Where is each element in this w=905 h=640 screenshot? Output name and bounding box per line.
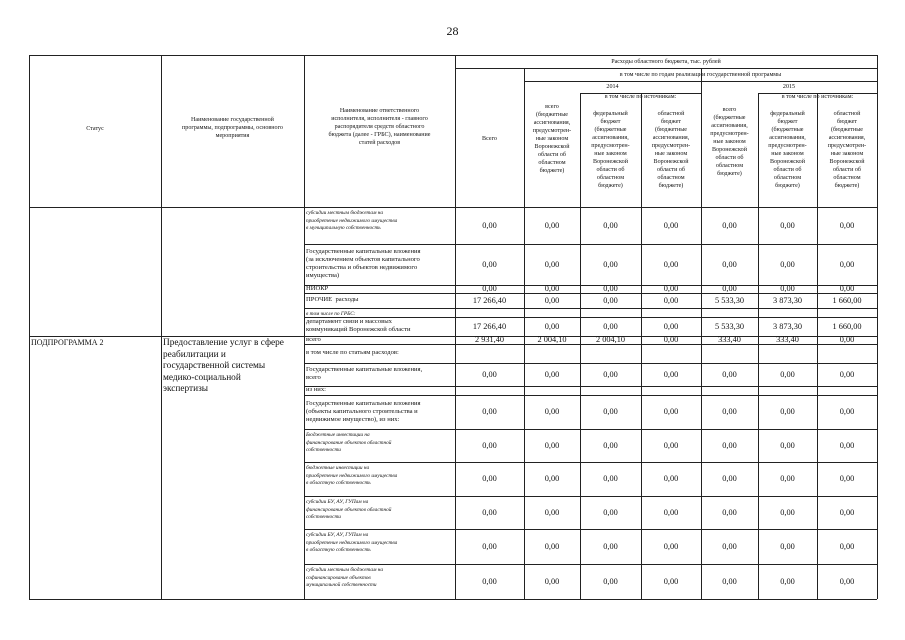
row-label: муниципальной собственности bbox=[306, 582, 377, 588]
row-label: субсидии местным бюджетам на bbox=[306, 567, 384, 573]
header-executor: бюджета (далее - ГРБС), наименование bbox=[328, 132, 431, 138]
row-label: НИОКР bbox=[306, 284, 329, 292]
header-col-obl: областном bbox=[657, 175, 685, 181]
row-divider bbox=[304, 386, 877, 387]
header-col-all: всего bbox=[722, 107, 737, 113]
header-col-all: (бюджетные bbox=[713, 115, 746, 121]
header-col-fed: федеральный bbox=[770, 111, 805, 117]
header-col-fed: бюджет bbox=[600, 119, 621, 125]
header-col-obl: предусмотрен- bbox=[827, 143, 867, 149]
table-cell-value: 0,00 bbox=[482, 507, 497, 517]
row-divider bbox=[304, 308, 877, 309]
table-cell-value: 0,00 bbox=[780, 474, 795, 483]
subprogram-name: реабилитации и bbox=[163, 349, 226, 360]
table-cell-value: 0,00 bbox=[544, 369, 560, 379]
header-program: Наименование государственной bbox=[191, 117, 274, 123]
table-cell-value: 0,00 bbox=[603, 295, 618, 305]
header-total: Всего bbox=[482, 136, 497, 142]
table-cell-value: 0,00 bbox=[839, 576, 855, 586]
table-cell-value: 0,00 bbox=[544, 576, 560, 586]
table-cell-value: 0,00 bbox=[482, 220, 497, 230]
header-col-all: (бюджетные bbox=[535, 112, 569, 118]
row-label: собственности bbox=[306, 514, 341, 520]
header-col-all: области об bbox=[715, 155, 744, 161]
row-label: Государственные капитальные вложения bbox=[306, 248, 421, 255]
table-cell-value: 0,00 bbox=[544, 284, 560, 293]
header-col-obl: предусмотрен- bbox=[651, 143, 691, 149]
header-col-obl: Воронежской bbox=[653, 159, 689, 165]
table-cell-value: 0,00 bbox=[663, 259, 679, 269]
row-divider bbox=[304, 363, 877, 364]
table-cell-value: 0,00 bbox=[544, 295, 560, 305]
table-cell-value: 0,00 bbox=[780, 407, 795, 416]
table-cell-value: 0,00 bbox=[839, 220, 855, 230]
row-divider bbox=[524, 81, 877, 82]
header-col-obl: областном bbox=[833, 175, 861, 181]
table-cell-value: 17 266,40 bbox=[472, 321, 507, 331]
table-cell-value: 333,40 bbox=[776, 335, 799, 344]
header-col-fed: бюджет bbox=[777, 119, 798, 125]
header-col-fed: Воронежской bbox=[593, 159, 628, 165]
header-col-all: предусмотрен- bbox=[532, 128, 572, 134]
table-cell-value: 0,00 bbox=[482, 474, 497, 483]
header-year-2015: 2015 bbox=[782, 84, 796, 90]
header-col-fed: (бюджетные bbox=[594, 127, 627, 133]
header-executor: Наименование ответственного bbox=[339, 108, 420, 114]
table-cell-value: 0,00 bbox=[780, 576, 795, 586]
table-cell-value: 0,00 bbox=[839, 541, 855, 551]
header-col-all: областном bbox=[715, 163, 744, 169]
table-cell-value: 3 873,30 bbox=[772, 295, 803, 305]
table-cell-value: 0,00 bbox=[603, 259, 618, 269]
table-cell-value: 0,00 bbox=[603, 407, 618, 416]
table-cell-value: 0,00 bbox=[603, 220, 618, 230]
table-cell-value: 0,00 bbox=[544, 259, 560, 269]
table-cell-value: 0,00 bbox=[722, 474, 737, 483]
row-label: субсидии местным бюджетам на bbox=[306, 210, 384, 216]
table-border-left bbox=[29, 55, 30, 599]
row-label: приобретение недвижимого имущества bbox=[306, 539, 398, 546]
table-cell-value: 0,00 bbox=[544, 321, 560, 331]
header-col-fed: бюджете) bbox=[775, 183, 800, 189]
header-col-obl: ассигнования, bbox=[828, 135, 866, 141]
row-label: субсидии БУ, АУ, ГУПам на bbox=[306, 499, 369, 505]
table-cell-value: 0,00 bbox=[780, 541, 795, 551]
table-cell-value: 2 004,10 bbox=[595, 335, 626, 344]
header-col-all: ные законом bbox=[535, 136, 569, 142]
table-cell-value: 17 266,40 bbox=[472, 295, 507, 305]
table-cell-value: 0,00 bbox=[544, 474, 560, 483]
row-label: финансирование объектов областной bbox=[306, 506, 392, 513]
row-label: в том числе по статьям расходов: bbox=[306, 349, 399, 356]
row-label: бюджетные инвестиции на bbox=[306, 465, 370, 471]
budget-table bbox=[29, 55, 877, 599]
header-col-obl: Воронежской bbox=[829, 159, 865, 165]
header-col-obl: области об bbox=[656, 167, 686, 173]
table-cell-value: 0,00 bbox=[663, 335, 679, 344]
table-cell-value: 0,00 bbox=[780, 507, 795, 517]
table-cell-value: 0,00 bbox=[603, 369, 618, 379]
header-col-obl: ные законом bbox=[654, 151, 688, 157]
header-col-all: всего bbox=[545, 104, 559, 110]
row-label: недвижимое имущество), из них: bbox=[306, 415, 400, 423]
header-year-2014: 2014 bbox=[606, 84, 619, 90]
table-cell-value: 2 004,10 bbox=[537, 335, 567, 344]
header-col-obl: области об bbox=[832, 167, 862, 173]
row-divider bbox=[304, 244, 877, 245]
table-cell-value: 0,00 bbox=[722, 259, 737, 269]
header-col-obl: бюджете) bbox=[834, 183, 860, 189]
row-label: приобретение недвижимого имущества bbox=[306, 472, 398, 479]
header-col-all: ные законом bbox=[713, 139, 746, 145]
table-cell-value: 0,00 bbox=[780, 369, 795, 379]
table-cell-value: 0,00 bbox=[839, 259, 855, 269]
table-cell-value: 0,00 bbox=[482, 541, 497, 551]
header-col-fed: ассигнования, bbox=[592, 135, 629, 141]
table-cell-value: 1 660,00 bbox=[832, 321, 862, 331]
table-cell-value: 0,00 bbox=[603, 576, 618, 586]
table-cell-value: 0,00 bbox=[663, 321, 679, 331]
row-label: (за исключением объектов капитального bbox=[306, 256, 420, 263]
header-col-all: области об bbox=[537, 152, 567, 158]
row-label: Государственные капитальные вложения, bbox=[306, 366, 423, 373]
header-col-obl: бюджет bbox=[661, 119, 681, 125]
table-cell-value: 5 533,30 bbox=[714, 321, 745, 331]
row-label: в муниципальную собственность bbox=[306, 225, 381, 231]
table-cell-value: 0,00 bbox=[603, 321, 618, 331]
subprogram-name: Предоставление услуг в сфере bbox=[163, 338, 284, 348]
header-by-years: в том числе по годам реализации государственной программы bbox=[619, 72, 782, 78]
table-cell-value: 0,00 bbox=[603, 284, 618, 293]
row-label: (объекты капитального строительства и bbox=[306, 407, 418, 415]
page-number: 28 bbox=[446, 24, 459, 38]
header-col-fed: области об bbox=[773, 167, 802, 173]
table-cell-value: 0,00 bbox=[663, 369, 679, 379]
table-cell-value: 0,00 bbox=[839, 407, 855, 416]
header-col-all: ассигнования, bbox=[711, 123, 748, 129]
table-cell-value: 0,00 bbox=[482, 440, 497, 450]
table-cell-value: 0,00 bbox=[663, 220, 679, 230]
row-label: строительства и объектов недвижимого bbox=[306, 264, 418, 271]
table-cell-value: 0,00 bbox=[839, 335, 855, 344]
table-cell-value: 0,00 bbox=[544, 407, 560, 416]
header-col-obl: бюджет bbox=[837, 119, 857, 125]
header-col-all: бюджете) bbox=[539, 168, 565, 174]
header-col-all: бюджете) bbox=[717, 171, 742, 177]
table-cell-value: 0,00 bbox=[722, 220, 737, 230]
row-divider bbox=[29, 599, 877, 600]
header-col-fed: областном bbox=[596, 175, 625, 181]
table-cell-value: 0,00 bbox=[544, 541, 560, 551]
table-cell-value: 0,00 bbox=[544, 440, 560, 450]
row-label: коммуникаций Воронежской области bbox=[306, 326, 411, 333]
row-divider bbox=[304, 496, 877, 497]
header-col-obl: ные законом bbox=[830, 151, 864, 157]
row-divider bbox=[304, 429, 877, 430]
table-cell-value: 0,00 bbox=[663, 541, 679, 551]
header-program: мероприятия bbox=[215, 133, 250, 139]
table-cell-value: 0,00 bbox=[780, 440, 795, 450]
table-cell-value: 0,00 bbox=[839, 474, 855, 483]
header-col-fed: области об bbox=[596, 167, 625, 173]
header-col-fed: областном bbox=[773, 175, 802, 181]
table-border-right bbox=[877, 55, 878, 599]
header-col-obl: бюджете) bbox=[658, 183, 684, 189]
table-cell-value: 0,00 bbox=[482, 259, 497, 269]
row-divider bbox=[304, 529, 877, 530]
table-cell-value: 0,00 bbox=[780, 259, 795, 269]
row-label: Бюджетные инвестиции на bbox=[306, 432, 370, 438]
header-col-fed: предусмотрен- bbox=[768, 143, 807, 149]
row-label: приобретение недвижимого имущества bbox=[306, 217, 398, 224]
table-cell-value: 0,00 bbox=[663, 507, 679, 517]
header-expenses: Расходы областного бюджета, тыс. рублей bbox=[611, 59, 721, 65]
row-label: софинансирование объектов bbox=[306, 574, 371, 581]
table-cell-value: 1 660,00 bbox=[832, 295, 862, 305]
subprogram-name: государственной системы bbox=[163, 361, 266, 371]
header-col-fed: федеральный bbox=[593, 111, 628, 117]
header-col-fed: предусмотрен- bbox=[591, 143, 630, 149]
row-label: в областную собственность bbox=[306, 547, 371, 553]
table-cell-value: 0,00 bbox=[839, 369, 855, 379]
header-col-obl: (бюджетные bbox=[654, 127, 688, 133]
table-cell-value: 3 873,30 bbox=[772, 321, 803, 331]
row-label: финансирование объектов областной bbox=[306, 439, 392, 446]
table-cell-value: 0,00 bbox=[722, 576, 737, 586]
row-divider bbox=[455, 68, 877, 69]
header-col-all: Воронежской bbox=[534, 144, 570, 150]
header-col-fed: (бюджетные bbox=[771, 127, 804, 133]
header-col-all: Воронежской bbox=[712, 147, 747, 153]
header-col-fed: бюджете) bbox=[598, 183, 623, 189]
table-cell-value: 0,00 bbox=[722, 407, 737, 416]
table-cell-value: 0,00 bbox=[780, 220, 795, 230]
table-cell-value: 0,00 bbox=[663, 576, 679, 586]
table-cell-value: 0,00 bbox=[482, 369, 497, 379]
row-divider bbox=[304, 462, 877, 463]
table-cell-value: 0,00 bbox=[722, 369, 737, 379]
header-executor: распорядителя средств областного bbox=[334, 124, 425, 130]
header-status: Статус bbox=[86, 126, 104, 132]
table-border-top bbox=[29, 55, 877, 56]
table-cell-value: 0,00 bbox=[544, 507, 560, 517]
row-label: ПРОЧИЕ расходы bbox=[306, 296, 359, 303]
table-cell-value: 0,00 bbox=[544, 220, 560, 230]
row-label: всего bbox=[306, 335, 321, 343]
subprogram-status: ПОДПРОГРАММА 2 bbox=[31, 338, 104, 347]
header-by-sources: в том числе по источникам: bbox=[781, 94, 854, 100]
header-col-fed: Воронежской bbox=[770, 159, 805, 165]
header-bottom bbox=[29, 207, 877, 208]
row-label: из них: bbox=[306, 386, 326, 393]
table-cell-value: 0,00 bbox=[663, 407, 679, 416]
table-cell-value: 0,00 bbox=[839, 284, 855, 293]
table-cell-value: 0,00 bbox=[603, 541, 618, 551]
row-label: имущества) bbox=[306, 272, 340, 279]
row-label: в областную собственность bbox=[306, 480, 371, 486]
header-col-fed: ные законом bbox=[771, 151, 804, 157]
header-col-fed: ассигнования, bbox=[769, 135, 806, 141]
row-label: субсидии БУ, АУ, ГУПам на bbox=[306, 532, 369, 538]
subprogram-name: медико-социальной bbox=[163, 372, 241, 383]
table-cell-value: 0,00 bbox=[663, 440, 679, 450]
header-executor: статей расходов bbox=[358, 140, 401, 146]
header-col-obl: областной bbox=[657, 111, 685, 117]
row-label: собственности bbox=[306, 447, 341, 453]
header-col-fed: ные законом bbox=[594, 151, 627, 157]
header-col-all: областном bbox=[538, 160, 566, 166]
header-by-sources: в том числе по источникам: bbox=[604, 94, 677, 100]
table-cell-value: 0,00 bbox=[722, 284, 737, 293]
table-cell-value: 5 533,30 bbox=[714, 295, 745, 305]
table-cell-value: 0,00 bbox=[482, 576, 497, 586]
table-cell-value: 0,00 bbox=[663, 295, 679, 305]
table-cell-value: 0,00 bbox=[663, 284, 679, 293]
header-executor: исполнителя, исполнителя - главного bbox=[331, 116, 428, 122]
table-cell-value: 0,00 bbox=[482, 284, 497, 293]
table-cell-value: 0,00 bbox=[603, 440, 618, 450]
table-cell-value: 0,00 bbox=[482, 407, 497, 416]
row-label: в том числе по ГРБС: bbox=[306, 311, 356, 317]
table-cell-value: 0,00 bbox=[603, 474, 618, 483]
table-cell-value: 0,00 bbox=[722, 507, 737, 517]
table-cell-value: 0,00 bbox=[839, 440, 855, 450]
table-cell-value: 0,00 bbox=[722, 541, 737, 551]
row-label: Государственные капитальные вложения bbox=[306, 399, 421, 407]
row-divider bbox=[304, 395, 877, 396]
subprogram-name: экспертизы bbox=[163, 384, 208, 394]
row-label: департамент связи и массовых bbox=[306, 318, 392, 325]
table-cell-value: 0,00 bbox=[603, 507, 618, 517]
table-cell-value: 0,00 bbox=[722, 440, 737, 450]
table-cell-value: 2 931,40 bbox=[474, 335, 505, 344]
header-col-obl: областной bbox=[833, 111, 861, 117]
table-cell-value: 0,00 bbox=[663, 474, 679, 483]
header-col-all: ассигнования, bbox=[533, 120, 571, 126]
table-cell-value: 0,00 bbox=[839, 507, 855, 517]
row-label: всего bbox=[306, 374, 321, 381]
row-divider bbox=[304, 564, 877, 565]
table-cell-value: 0,00 bbox=[780, 284, 795, 293]
header-col-obl: (бюджетные bbox=[830, 127, 864, 133]
header-col-all: предусмотрен- bbox=[710, 131, 749, 137]
header-col-obl: ассигнования, bbox=[652, 135, 690, 141]
header-program: программы, подпрограммы, основного bbox=[182, 125, 283, 131]
table-cell-value: 333,40 bbox=[718, 335, 741, 344]
